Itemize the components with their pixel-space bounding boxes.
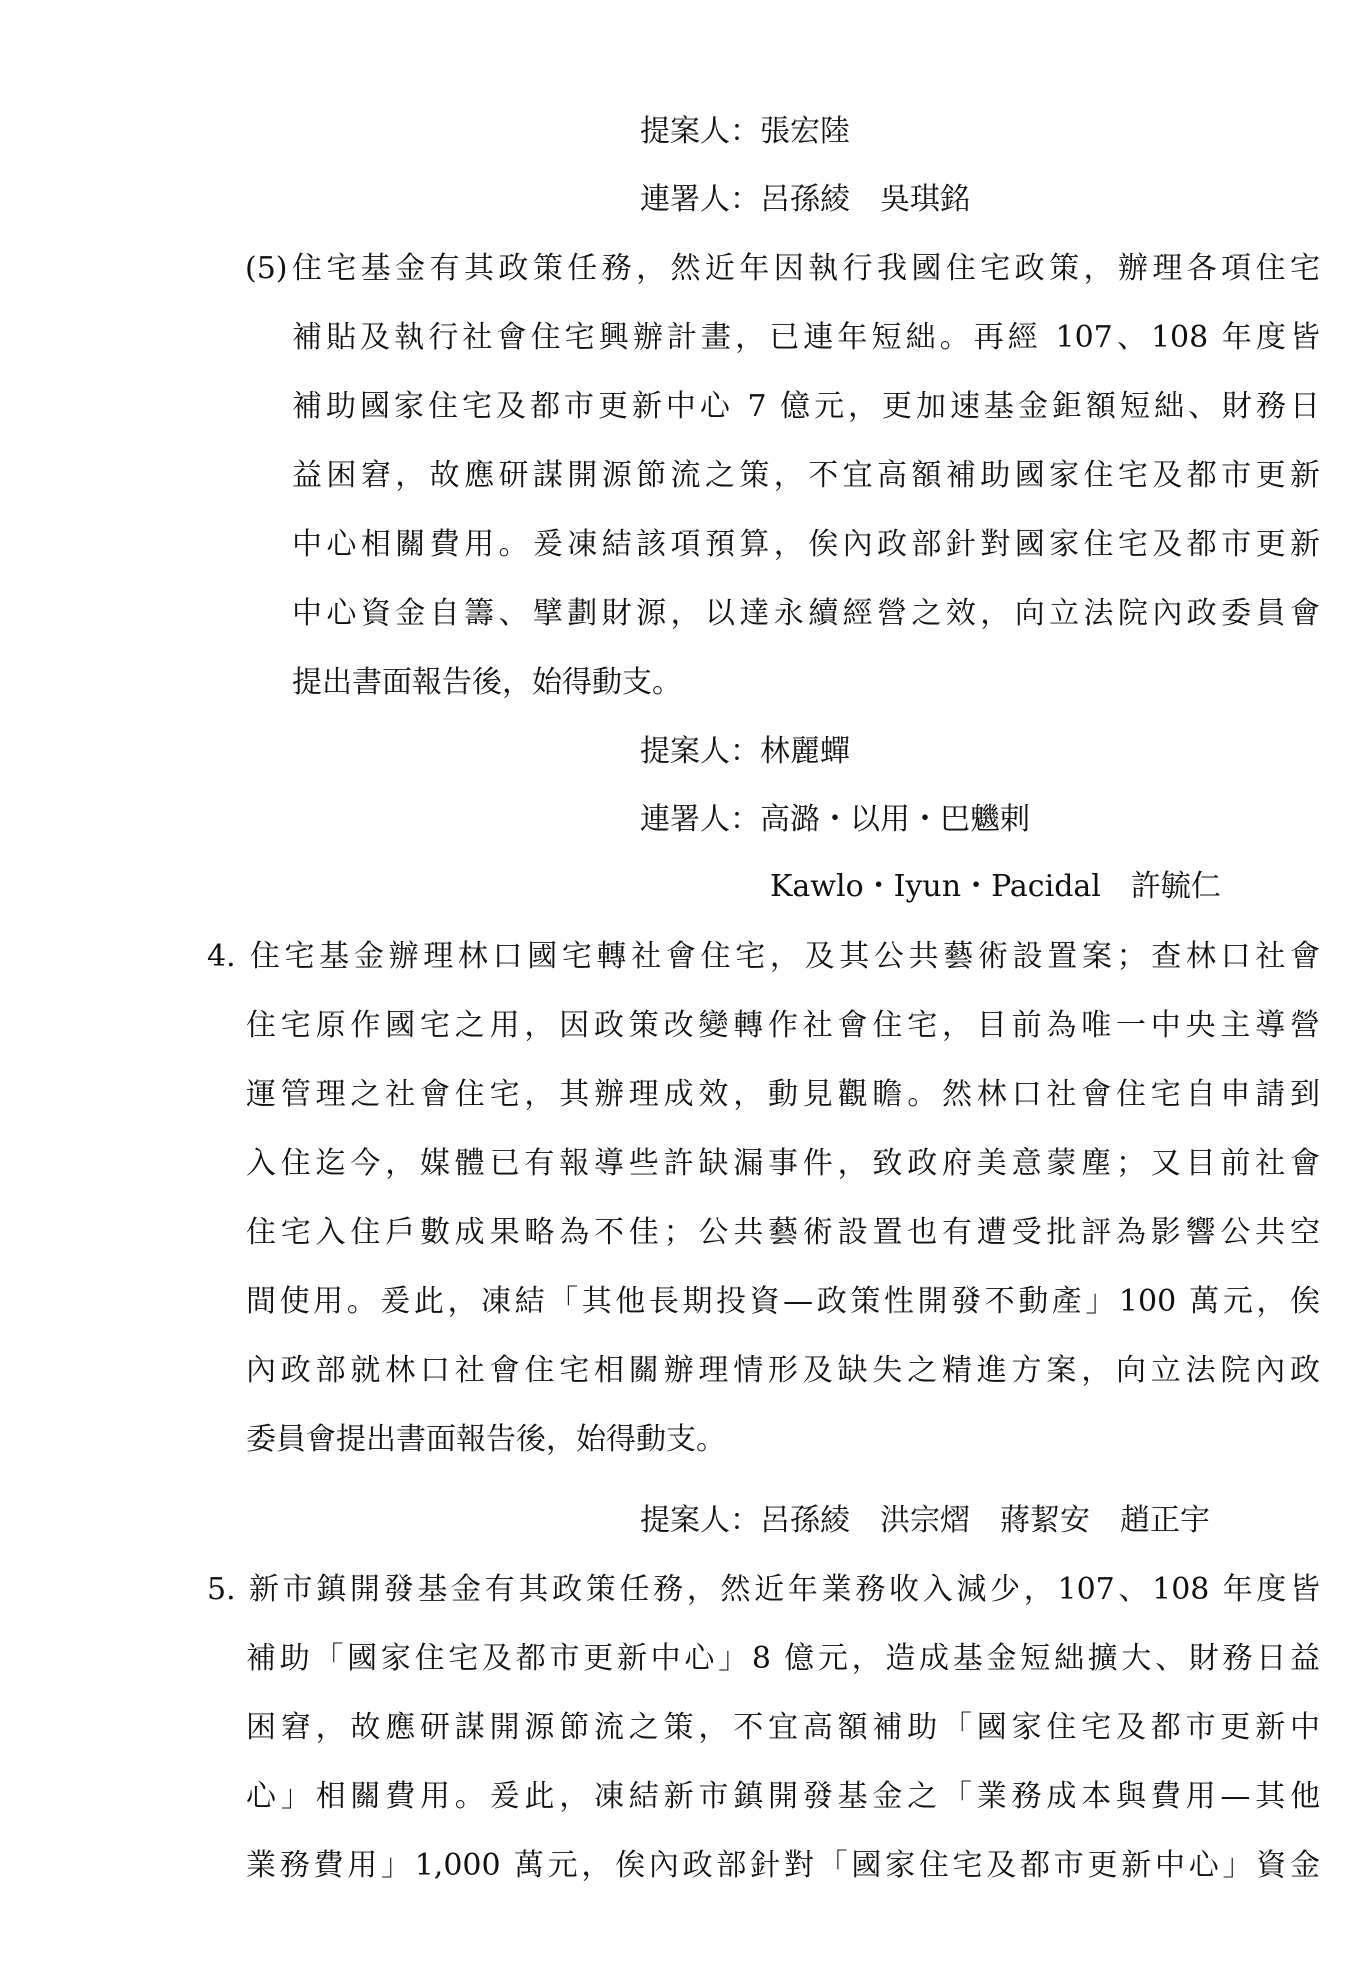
item-5-line: 心」相關費用。爰此，凍結新市鎮開發基金之「業務成本與費用—其他 xyxy=(246,1779,1320,1814)
cosigner-line: 連署人：呂孫綾 吳琪銘 xyxy=(640,182,970,217)
item-5-line: 補助「國家住宅及都市更新中心」8 億元，造成基金短絀擴大、財務日益 xyxy=(246,1641,1320,1676)
item-4-line: 間使用。爰此，凍結「其他長期投資—政策性開發不動產」100 萬元，俟 xyxy=(246,1284,1320,1319)
item-4-line: 4. 住宅基金辦理林口國宅轉社會住宅，及其公共藝術設置案；查林口社會 xyxy=(207,939,1320,974)
paragraph-line: 補貼及執行社會住宅興辦計畫，已連年短絀。再經 107、108 年度皆 xyxy=(292,320,1320,355)
item-5-line: 業務費用」1,000 萬元，俟內政部針對「國家住宅及都市更新中心」資金 xyxy=(246,1848,1320,1883)
paragraph-line: 提出書面報告後，始得動支。 xyxy=(292,665,682,700)
item-4-line: 入住迄今，媒體已有報導些許缺漏事件，致政府美意蒙塵；又目前社會 xyxy=(246,1146,1320,1181)
cosigner-line: Kawlo・Iyun・Pacidal 許毓仁 xyxy=(770,869,1221,904)
item-5-line: 5. 新市鎮開發基金有其政策任務，然近年業務收入減少，107、108 年度皆 xyxy=(207,1572,1320,1607)
item-4-line: 委員會提出書面報告後，始得動支。 xyxy=(246,1422,726,1457)
paragraph-line: 中心相關費用。爰凍結該項預算，俟內政部針對國家住宅及都市更新 xyxy=(292,527,1320,562)
item-4-line: 內政部就林口社會住宅相關辦理情形及缺失之精進方案，向立法院內政 xyxy=(246,1353,1320,1388)
proposer-line: 提案人：林麗蟬 xyxy=(640,734,850,769)
item-4-line: 住宅入住戶數成果略為不佳；公共藝術設置也有遭受批評為影響公共空 xyxy=(246,1215,1320,1250)
item-4-line: 住宅原作國宅之用，因政策改變轉作社會住宅，目前為唯一中央主導營 xyxy=(246,1008,1320,1043)
paragraph-line: 益困窘，故應研謀開源節流之策，不宜高額補助國家住宅及都市更新 xyxy=(292,458,1320,493)
item-4-line: 運管理之社會住宅，其辦理成效，動見觀瞻。然林口社會住宅自申請到 xyxy=(246,1077,1320,1112)
paragraph-line: 補助國家住宅及都市更新中心 7 億元，更加速基金鉅額短絀、財務日 xyxy=(292,389,1320,424)
item-5-line: 困窘，故應研謀開源節流之策，不宜高額補助「國家住宅及都市更新中 xyxy=(246,1710,1320,1745)
paragraph-line: (5)住宅基金有其政策任務，然近年因執行我國住宅政策，辦理各項住宅 xyxy=(245,251,1320,286)
proposer-line: 提案人：張宏陸 xyxy=(640,114,850,149)
proposer-line: 提案人：呂孫綾 洪宗熠 蔣絜安 趙正宇 xyxy=(640,1503,1210,1538)
paragraph-line: 中心資金自籌、擘劃財源，以達永續經營之效，向立法院內政委員會 xyxy=(292,596,1320,631)
cosigner-line: 連署人：高潞・以用・巴魕剌 xyxy=(640,802,1030,837)
